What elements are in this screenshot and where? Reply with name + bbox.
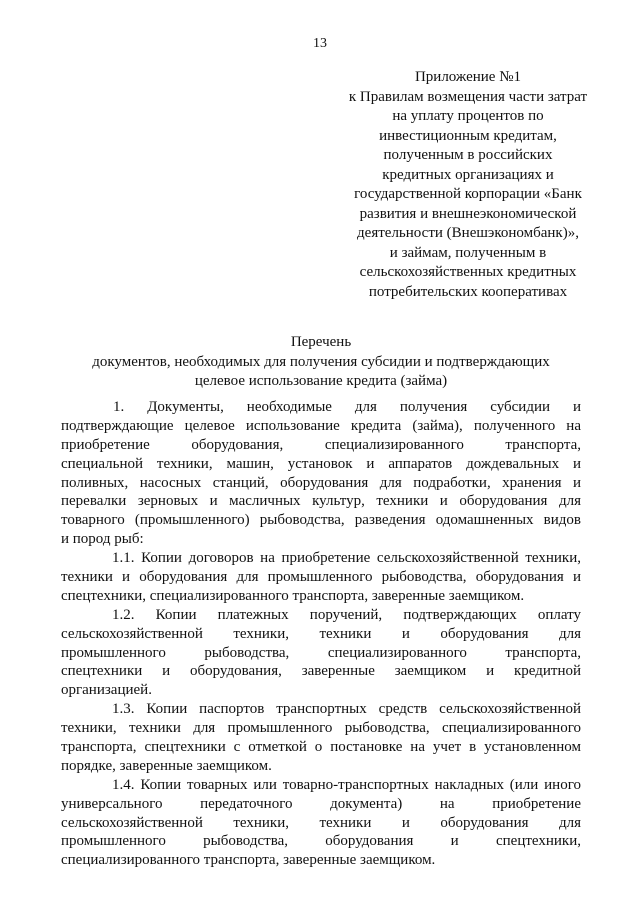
paragraph-line: промышленного рыбоводства, оборудования и спецтехники, — [61, 833, 581, 850]
appendix-line: кредитных организациях и — [382, 166, 554, 183]
paragraph-1-3 — [61, 700, 581, 776]
paragraph-line: 1. Документы, необходимые для получения субсидии и — [113, 399, 581, 415]
paragraph-line: промышленного рыбоводства, специализированного транспорта, — [61, 644, 581, 661]
paragraph-line: 1.4. Копии товарных или товарно-транспортных накладных (или иного — [112, 776, 581, 793]
paragraph-line: специализированного транспорта, заверенные заемщиком. — [61, 852, 436, 869]
paragraph-1-1 — [61, 549, 581, 606]
paragraph-1 — [61, 398, 581, 549]
title-heading: Перечень — [290, 334, 352, 350]
paragraph-line: 1.2. Копии платежных поручений, подтверждающих оплату — [112, 606, 581, 623]
paragraph-line: специальной техники, машин, установок и аппаратов дождевальных и — [61, 455, 581, 472]
appendix-header — [318, 68, 618, 302]
appendix-line: инвестиционным кредитам, — [379, 127, 557, 144]
paragraph-line: 1.3. Копии паспортов транспортных средств сельскохозяйственной — [112, 701, 581, 718]
paragraph-line: транспорта, спецтехники с отметкой о постановке на учет в установленном — [61, 739, 581, 756]
appendix-line: на уплату процентов по — [392, 108, 544, 124]
document-title — [60, 333, 582, 392]
paragraph-line: перевалки зерновых и масличных культур, техники и оборудования для — [61, 493, 581, 510]
paragraph-line: универсального передаточного документа) на приобретение — [61, 795, 581, 812]
appendix-line: Приложение №1 — [414, 69, 522, 85]
appendix-line: полученным в российских — [383, 147, 553, 163]
paragraph-line: спецтехники, специализированного транспорта, заверенные заемщиком. — [61, 587, 525, 604]
appendix-line: к Правилам возмещения части затрат — [348, 88, 588, 105]
appendix-line: государственной корпорации «Банк — [354, 186, 582, 202]
paragraph-line: товарного (промышленного) рыбоводства, разведения одомашненных видов — [61, 512, 581, 529]
page-number: 13 — [313, 36, 327, 51]
appendix-line: деятельности (Внешэкономбанк)», — [357, 225, 579, 241]
paragraph-line: сельскохозяйственной техники, техники и оборудования для — [61, 814, 581, 831]
title-line: целевое использование кредита (займа) — [194, 373, 448, 389]
appendix-line: развития и внешнеэкономической — [359, 205, 577, 222]
paragraph-line: техники, техники для промышленного рыбоводства, специализированного — [61, 720, 581, 737]
paragraph-line: подтверждающие целевое использование кредита (займа), полученного на — [61, 417, 581, 434]
paragraph-line: организацией. — [61, 682, 152, 699]
paragraph-line: и пород рыб: — [61, 531, 144, 548]
appendix-line: потребительских кооперативах — [368, 283, 568, 300]
paragraph-line: порядке, заверенные заемщиком. — [61, 757, 272, 774]
paragraph-line: поливных, насосных станций, оборудования для подработки, хранения и — [61, 474, 581, 491]
paragraph-1-4 — [61, 776, 581, 870]
paragraph-line: сельскохозяйственной техники, техники и оборудования для — [61, 625, 581, 642]
appendix-line: и займам, полученным в — [389, 244, 547, 261]
title-line: документов, необходимых для получения субсидии и подтверждающих — [92, 353, 550, 370]
document-body — [61, 398, 581, 870]
paragraph-line: приобретение оборудования, специализированного транспорта, — [61, 436, 581, 453]
paragraph-line: 1.1. Копии договоров на приобретение сельскохозяйственной техники, — [112, 550, 581, 567]
paragraph-line: спецтехники и оборудования, заверенные заемщиком и кредитной — [61, 663, 581, 680]
paragraph-line: техники и оборудования для промышленного рыбоводства, оборудования и — [61, 569, 581, 586]
appendix-line: сельскохозяйственных кредитных — [359, 264, 577, 280]
paragraph-1-2 — [61, 606, 581, 700]
